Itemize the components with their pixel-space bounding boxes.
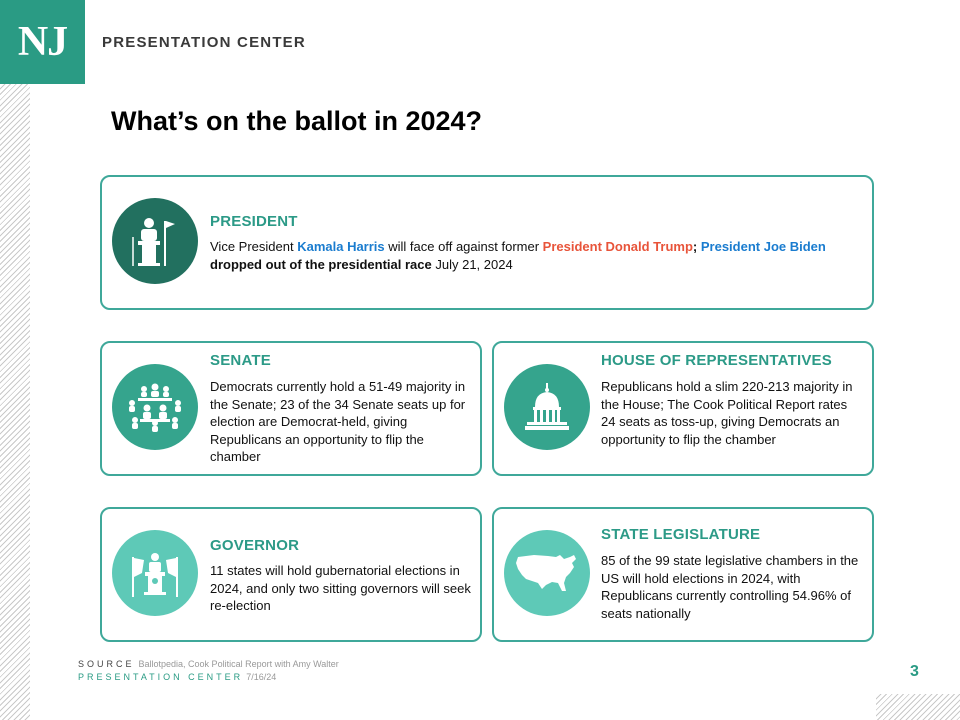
footer-center-label: PRESENTATION CENTER bbox=[78, 672, 244, 682]
house-heading: HOUSE OF REPRESENTATIVES bbox=[601, 352, 832, 369]
president-text bbox=[210, 238, 850, 273]
president-text-part3: ; bbox=[692, 239, 701, 254]
governor-podium-flags-icon bbox=[112, 530, 198, 616]
senate-text: Democrats currently hold a 51-49 majority in the Senate; 23 of the 34 Senate seats up for election are Democrat-held, giving Republicans an opportunity to flip the chamber bbox=[210, 379, 466, 464]
source-text: Ballotpedia, Cook Political Report with Amy Walter bbox=[138, 659, 339, 669]
senate-heading: SENATE bbox=[210, 352, 271, 369]
governor-text: 11 states will hold gubernatorial elections in 2024, and only two sitting governors will seek re-election bbox=[210, 563, 471, 613]
us-map-icon bbox=[504, 530, 590, 616]
president-text-part1: Vice President bbox=[210, 239, 298, 254]
brand-name: PRESENTATION CENTER bbox=[102, 34, 306, 51]
trump-name: President Donald Trump bbox=[542, 239, 693, 254]
podium-speaker-icon bbox=[112, 198, 198, 284]
page-number: 3 bbox=[910, 663, 919, 680]
page-title: What’s on the ballot in 2024? bbox=[111, 106, 483, 136]
left-hatch-decoration bbox=[0, 84, 30, 720]
source-label: SOURCE bbox=[78, 659, 135, 669]
president-text-part2: will face off against former bbox=[384, 239, 543, 254]
president-text-date: July 21, 2024 bbox=[431, 256, 513, 272]
president-text-part4: dropped out of the presidential race bbox=[210, 256, 432, 272]
senate-chamber-icon bbox=[112, 364, 198, 450]
biden-name: President Joe Biden bbox=[700, 239, 826, 254]
footer-line bbox=[78, 672, 276, 682]
state-legislature-heading: STATE LEGISLATURE bbox=[601, 526, 761, 543]
source-line bbox=[78, 659, 339, 669]
harris-name: Kamala Harris bbox=[297, 239, 385, 254]
bottom-hatch-decoration bbox=[876, 694, 960, 720]
nj-logo: NJ bbox=[0, 0, 85, 84]
president-heading: PRESIDENT bbox=[210, 213, 298, 230]
state-legislature-text: 85 of the 99 state legislative chambers in the US will hold elections in 2024, with Republicans currently controlling 54.96% of seats nationally bbox=[601, 553, 859, 621]
footer-date: 7/16/24 bbox=[246, 672, 277, 682]
capitol-icon bbox=[504, 364, 590, 450]
governor-heading: GOVERNOR bbox=[210, 537, 300, 554]
house-text: Republicans hold a slim 220-213 majority in the House; The Cook Political Report rates 24 seats as toss-up, giving Democrats an opportunity to flip the chamber bbox=[601, 379, 853, 447]
